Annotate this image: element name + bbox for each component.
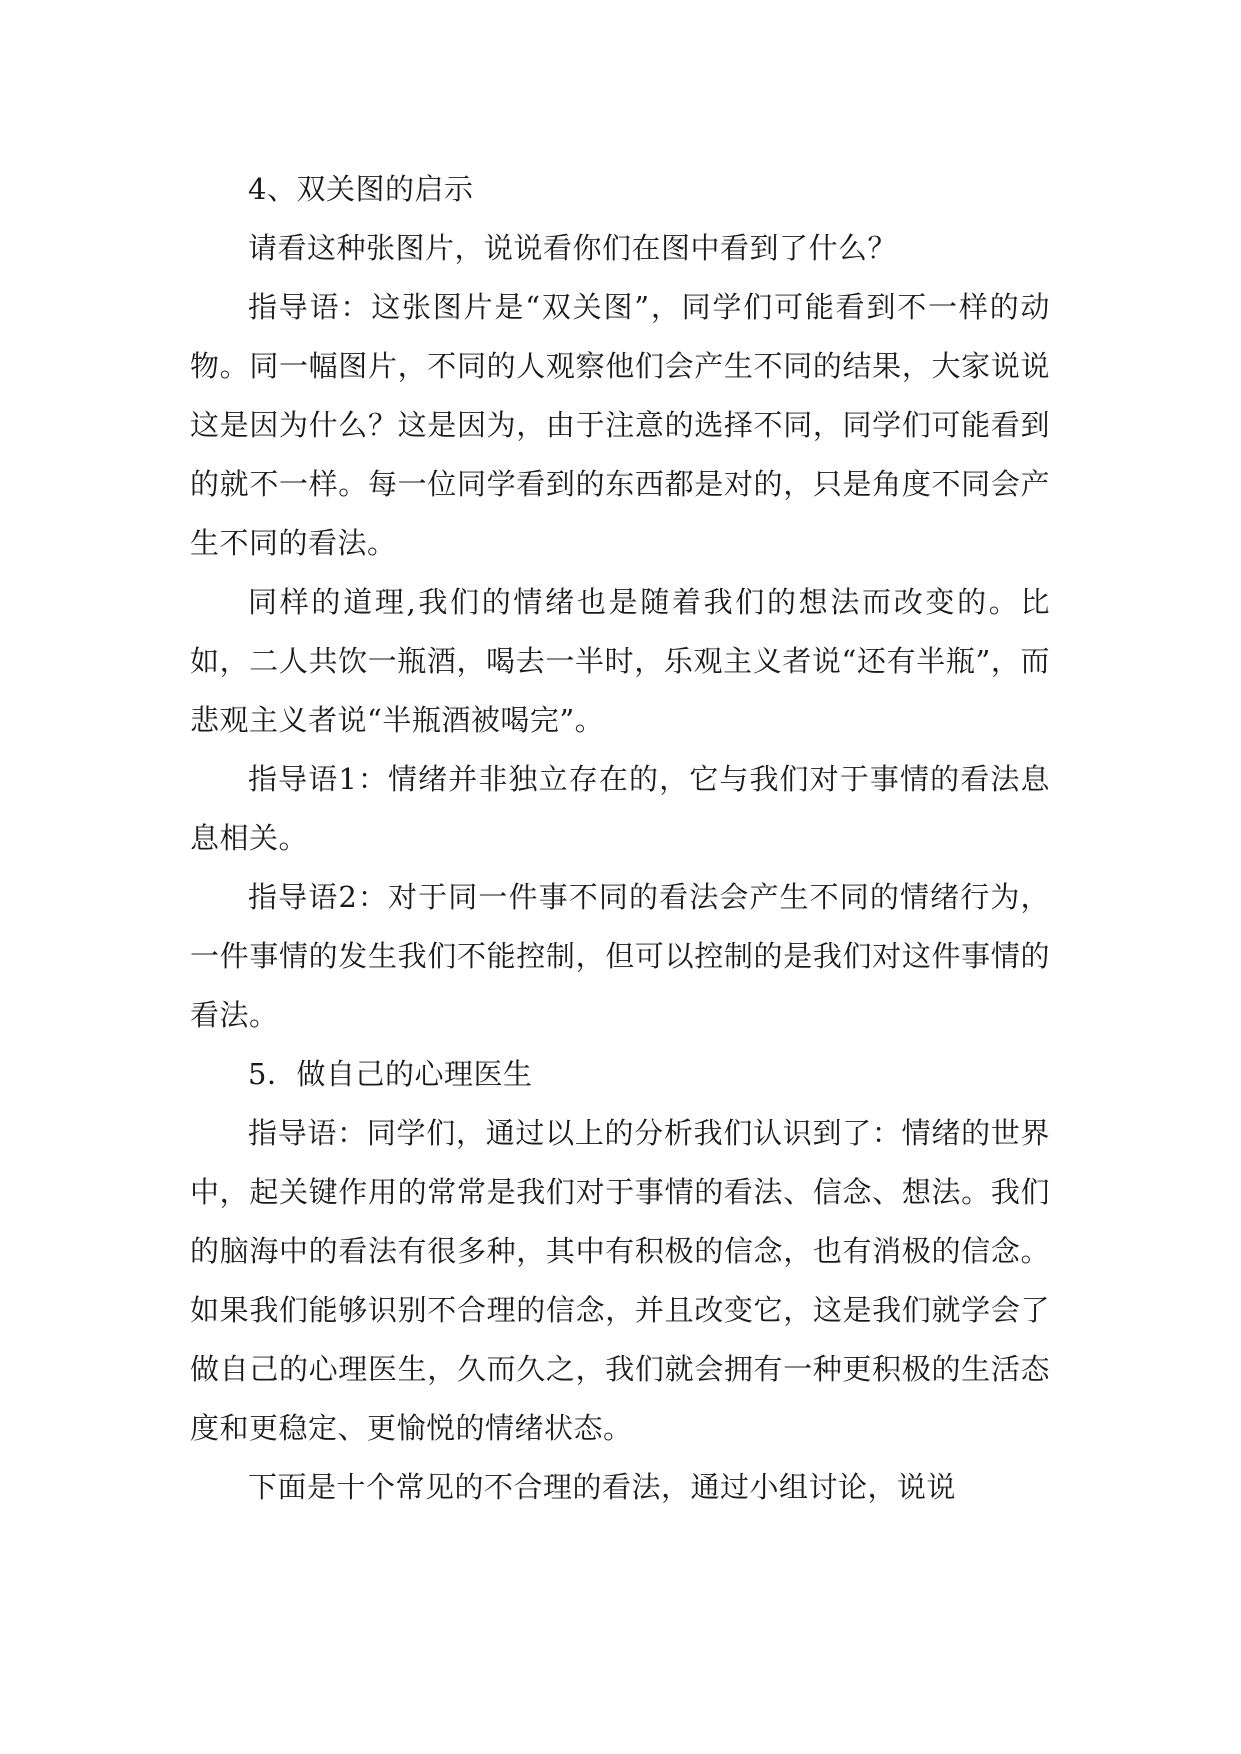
paragraph: 下面是十个常见的不合理的看法，通过小组讨论，说说 (248, 1470, 957, 1504)
section-heading-4: 4、双关图的启示 (248, 172, 474, 206)
section-heading-5: 5．做自己的心理医生 (248, 1057, 533, 1091)
paragraph: 指导语1：情绪并非独立存在的，它与我们对于事情的看法息息相关。 (190, 762, 1050, 855)
paragraph: 请看这种张图片，说说看你们在图中看到了什么？ (248, 231, 898, 265)
paragraph: 指导语：同学们，通过以上的分析我们认识到了：情绪的世界中，起关键作用的常常是我们对于事情的看法、信念、想法。我们的脑海中的看法有很多种，其中有积极的信念，也有消极的信念。如果我们能够识别不合理的信念，并且改变它，这是我们就学会了做自己的心理医生，久而久之，我们就会拥有一种更积极的生活态度和更稳定、更愉悦的情绪状态。 (190, 1116, 1050, 1445)
paragraph: 指导语：这张图片是“双关图”，同学们可能看到不一样的动物。同一幅图片，不同的人观察他们会产生不同的结果，大家说说这是因为什么？这是因为，由于注意的选择不同，同学们可能看到的就不一样。每一位同学看到的东西都是对的，只是角度不同会产生不同的看法。 (190, 290, 1050, 560)
document-body (190, 160, 1050, 1517)
paragraph: 指导语2：对于同一件事不同的看法会产生不同的情绪行为，一件事情的发生我们不能控制，但可以控制的是我们对这件事情的看法。 (190, 880, 1050, 1032)
paragraph: 同样的道理,我们的情绪也是随着我们的想法而改变的。比如，二人共饮一瓶酒，喝去一半时，乐观主义者说“还有半瓶”，而悲观主义者说“半瓶酒被喝完”。 (190, 585, 1050, 737)
